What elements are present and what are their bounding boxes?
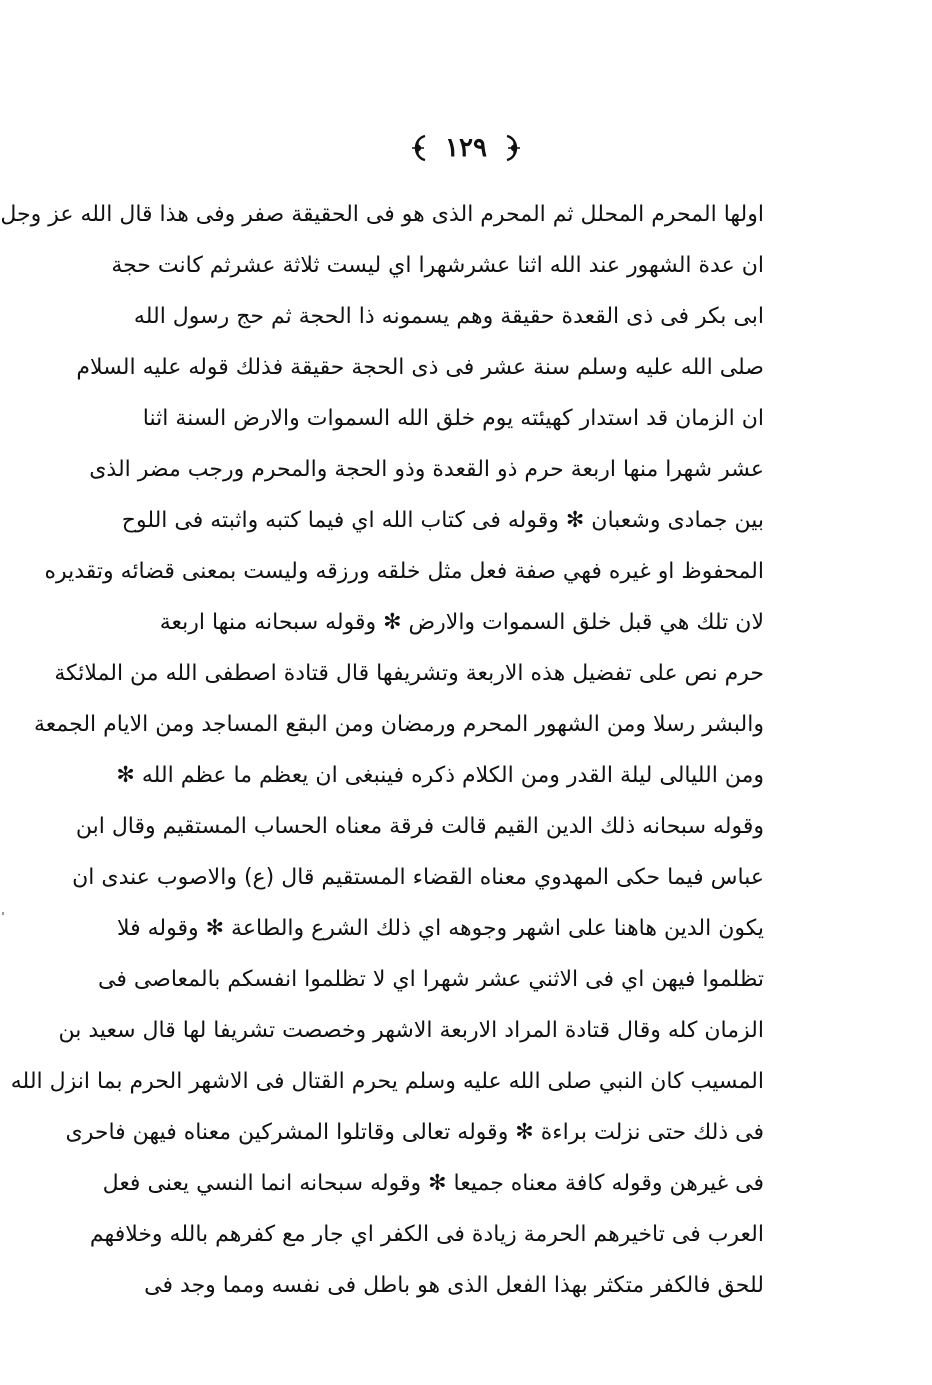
page-number: ١٢٩ xyxy=(445,133,487,163)
text-line: ابى بكر فى ذى القعدة حقيقة وهم يسمونه ذا الحجة ثم حج رسول الله xyxy=(133,304,764,329)
text-line: لان تلك هي قبل خلق السموات والارض ✻ وقوله سبحانه منها اربعة xyxy=(159,610,764,635)
scan-speck xyxy=(2,912,4,915)
text-line: عشر شهرا منها اربعة حرم ذو القعدة وذو الحجة والمحرم ورجب مضر الذى xyxy=(89,457,764,482)
text-line: ومن الليالى ليلة القدر ومن الكلام ذكره فينبغى ان يعظم ما عظم الله ✻ xyxy=(116,763,764,788)
right-ornament-icon xyxy=(501,133,527,163)
page-header xyxy=(0,128,932,168)
text-line: فى غيرهن وقوله كافة معناه جميعا ✻ وقوله سبحانه انما النسي يعنى فعل xyxy=(102,1171,764,1196)
text-line: الزمان كله وقال قتادة المراد الاربعة الاشهر وخصصت تشريفا لها قال سعيد بن xyxy=(58,1018,764,1043)
text-line: صلى الله عليه وسلم سنة عشر فى ذى الحجة حقيقة فذلك قوله عليه السلام xyxy=(76,355,764,380)
text-line: العرب فى تاخيرهم الحرمة زيادة فى الكفر اي جار مع كفرهم بالله وخلافهم xyxy=(89,1222,764,1247)
text-line: المحفوظ او غيره فهي صفة فعل مثل خلقه ورزقه وليست بمعنى قضائه وتقديره xyxy=(44,559,764,584)
text-line: اولها المحرم المحلل ثم المحرم الذى هو فى الحقيقة صفر وفى هذا قال الله عز وجل xyxy=(0,202,764,227)
text-line: للحق فالكفر متكثر بهذا الفعل الذى هو باطل فى نفسه ومما وجد فى xyxy=(144,1273,764,1298)
text-line: ان عدة الشهور عند الله اثنا عشرشهرا اي ليست ثلاثة عشرثم كانت حجة xyxy=(111,253,764,278)
text-line: تظلموا فيهن اي فى الاثني عشر شهرا اي لا تظلموا انفسكم بالمعاصى فى xyxy=(97,967,764,992)
text-line: حرم نص على تفضيل هذه الاربعة وتشريفها قال قتادة اصطفى الله من الملائكة xyxy=(54,661,764,686)
text-line: فى ذلك حتى نزلت براءة ✻ وقوله تعالى وقاتلوا المشركين معناه فيهن فاحرى xyxy=(65,1120,764,1145)
text-line: عباس فيما حكى المهدوي معناه القضاء المستقيم قال (ع) والاصوب عندى ان xyxy=(72,865,764,890)
text-line: المسيب كان النبي صلى الله عليه وسلم يحرم القتال فى الاشهر الحرم بما انزل الله xyxy=(10,1069,764,1094)
text-line: يكون الدين هاهنا على اشهر وجوهه اي ذلك الشرع والطاعة ✻ وقوله فلا xyxy=(116,916,764,941)
text-line: والبشر رسلا ومن الشهور المحرم ورمضان ومن البقع المساجد ومن الايام الجمعة xyxy=(33,712,764,737)
body-text xyxy=(0,192,764,1314)
text-line: ان الزمان قد استدار كهيئته يوم خلق الله السموات والارض السنة اثنا xyxy=(142,406,764,431)
left-ornament-icon xyxy=(405,133,431,163)
text-line: بين جمادى وشعبان ✻ وقوله فى كتاب الله اي فيما كتبه واثبته فى اللوح xyxy=(121,508,764,533)
text-line: وقوله سبحانه ذلك الدين القيم قالت فرقة معناه الحساب المستقيم وقال ابن xyxy=(75,814,764,839)
